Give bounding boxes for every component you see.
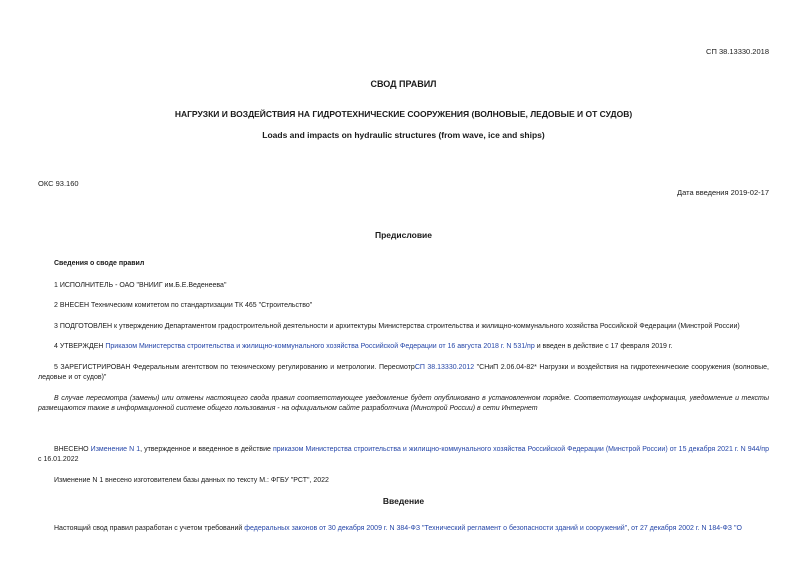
doc-title-en: Loads and impacts on hydraulic structures (from wave, ice and ships) xyxy=(262,130,545,140)
amendment-mid: , утвержденное и введенное в действие xyxy=(140,446,273,453)
introduction-text xyxy=(38,524,769,534)
item-registered-suffix: "СНиП 2.06.04-82* Нагрузки и воздействия на гидротехнические сооружения (волновые, ледовые и от судов)" xyxy=(38,364,769,381)
item-approved-suffix: и введен в действие с 17 февраля 2019 г. xyxy=(534,343,673,350)
item-registered-prefix: 5 ЗАРЕГИСТРИРОВАН Федеральным агентством по техническому регулированию и метрологии. Пересмотр xyxy=(54,364,415,371)
preface-heading: Предисловие xyxy=(374,230,433,240)
amendment-link[interactable]: Изменение N 1 xyxy=(90,446,141,453)
approval-order-link[interactable]: Приказом Министерства строительства и жилищно-коммунального хозяйства Российской Федерации от 16 августа 2018 г. N 531/пр xyxy=(105,343,535,350)
doc-code: СП 38.13330.2018 xyxy=(706,47,769,56)
oks-code: ОКС 93.160 xyxy=(38,179,79,188)
item-approved xyxy=(38,342,769,352)
amendment-note: Изменение N 1 внесено изготовителем базы данных по тексту М.: ФГБУ "РСТ", 2022 xyxy=(54,477,329,484)
federal-law-384-link[interactable]: федеральных законов от 30 декабря 2009 г. N 384-ФЗ "Технический регламент о безопасности зданий и сооружений" xyxy=(244,525,628,532)
doc-title-ru: НАГРУЗКИ И ВОЗДЕЙСТВИЯ НА ГИДРОТЕХНИЧЕСКИЕ СООРУЖЕНИЯ (ВОЛНОВЫЕ, ЛЕДОВЫЕ И ОТ СУДОВ) xyxy=(174,109,633,119)
amendment-prefix: ВНЕСЕНО xyxy=(54,446,91,453)
item-prepared: 3 ПОДГОТОВЛЕН к утверждению Департаментом градостроительной деятельности и архитектуры Министерства строительства и жилищно-коммунального хозяйства Российской Федерации (Минстрой России) xyxy=(54,323,740,330)
intro-mid: , xyxy=(627,525,632,532)
item-registered xyxy=(38,363,769,383)
doc-type-title: СВОД ПРАВИЛ xyxy=(370,79,437,89)
item-executor: 1 ИСПОЛНИТЕЛЬ - ОАО "ВНИИГ им.Б.Е.Веденеева" xyxy=(54,282,227,289)
federal-law-184-link[interactable]: от 27 декабря 2002 г. N 184-ФЗ "О xyxy=(631,525,742,532)
info-heading: Сведения о своде правил xyxy=(54,260,145,267)
amendment-suffix: с 16.01.2022 xyxy=(38,456,79,463)
introduction-date: Дата введения 2019-02-17 xyxy=(677,188,769,197)
item-submitted: 2 ВНЕСЕН Техническим комитетом по стандартизации ТК 465 "Строительство" xyxy=(54,302,313,309)
revision-notice: В случае пересмотра (замены) или отмены настоящего свода правил соответствующее уведомление будет опубликовано в установленном порядке. Соответствующая информация, уведомление и тексты размещаются также в информационной системе общего пользования - на официальном сайте разработчика (Минстрой России) в сети Интернет xyxy=(38,395,769,412)
amendment-info xyxy=(38,445,769,465)
intro-prefix: Настоящий свод правил разработан с учетом требований xyxy=(54,525,245,532)
introduction-heading: Введение xyxy=(382,496,425,506)
replaced-sp-link[interactable]: СП 38.13330.2012 xyxy=(414,364,475,371)
amendment-order-link[interactable]: приказом Министерства строительства и жилищно-коммунального хозяйства Российской Федерации (Минстрой России) от 15 декабря 2021 г. N 944/пр xyxy=(272,446,769,453)
item-approved-prefix: 4 УТВЕРЖДЕН xyxy=(54,343,106,350)
